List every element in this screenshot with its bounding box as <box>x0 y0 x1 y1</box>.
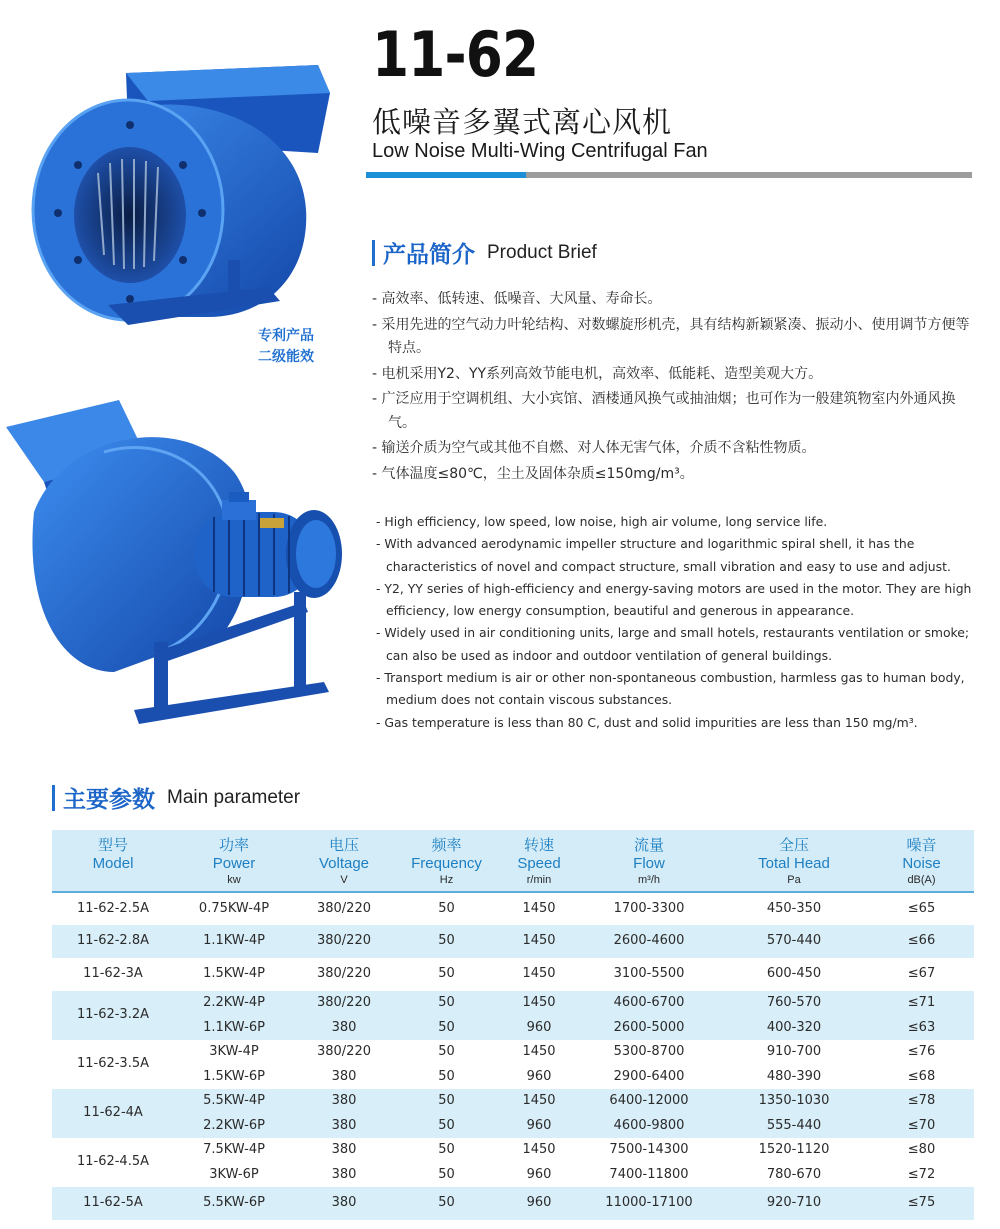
table-cell: 1450 <box>499 991 579 1016</box>
certification-badge: 专利产品 二级能效 <box>258 328 314 365</box>
table-cell: ≤71 <box>869 991 974 1016</box>
table-cell: ≤63 <box>869 1016 974 1041</box>
main-parameter-title-cn: 主要参数 <box>63 787 155 813</box>
table-cell: ≤70 <box>869 1114 974 1139</box>
fan-side-view-image <box>4 392 349 732</box>
table-cell: 400-320 <box>719 1016 869 1041</box>
table-cell: 50 <box>394 958 499 991</box>
model-cell: 11-62-3.5A <box>52 1040 174 1089</box>
list-item: - 高效率、低转速、低噪音、大风量、寿命长。 <box>372 291 662 307</box>
table-cell: 380 <box>294 1187 394 1220</box>
table-cell: 1450 <box>499 1040 579 1065</box>
table-cell: 960 <box>499 1187 579 1220</box>
list-item: - 气体温度≤80℃，尘土及固体杂质≤150mg/m³。 <box>372 465 694 482</box>
table-cell: 4600-6700 <box>579 991 719 1016</box>
table-cell: 50 <box>394 1089 499 1114</box>
table-cell: 7.5KW-4P <box>174 1138 294 1163</box>
model-cell: 11-62-5A <box>52 1187 174 1220</box>
table-cell: 960 <box>499 1114 579 1139</box>
table-cell: 1700-3300 <box>579 892 719 925</box>
column-header: 型号 Model <box>52 830 174 892</box>
model-cell: 11-62-3A <box>52 958 174 991</box>
list-item: - Widely used in air conditioning units, large and small hotels, restaurants ventilation or smoke; can also be used as indoor and outdoor ventilation of general buildings. <box>376 625 970 663</box>
table-cell: 380 <box>294 1016 394 1041</box>
model-title: 11-62 <box>372 18 539 91</box>
table-cell: 1350-1030 <box>719 1089 869 1114</box>
table-row <box>52 991 974 1016</box>
main-parameter-title-en: Main parameter <box>167 786 301 808</box>
table-cell: 5.5KW-6P <box>174 1187 294 1220</box>
table-cell: 50 <box>394 1138 499 1163</box>
table-cell: ≤66 <box>869 925 974 958</box>
table-cell: 1450 <box>499 1089 579 1114</box>
table-cell: 2900-6400 <box>579 1065 719 1090</box>
product-brief-header <box>372 236 597 269</box>
table-row <box>52 1065 974 1090</box>
table-cell: 380 <box>294 1114 394 1139</box>
table-cell: 1.1KW-4P <box>174 925 294 958</box>
table-cell: 760-570 <box>719 991 869 1016</box>
table-cell: 450-350 <box>719 892 869 925</box>
table-cell: 0.75KW-4P <box>174 892 294 925</box>
table-cell: 11000-17100 <box>579 1187 719 1220</box>
table-cell: 5300-8700 <box>579 1040 719 1065</box>
table-cell: 910-700 <box>719 1040 869 1065</box>
list-item: - Transport medium is air or other non-spontaneous combustion, harmless gas to human body, medium does not contain viscous substances. <box>376 670 965 708</box>
table-cell: 960 <box>499 1016 579 1041</box>
table-cell: 380 <box>294 1089 394 1114</box>
product-title-cn: 低噪音多翼式离心风机 <box>372 105 673 139</box>
table-row <box>52 1138 974 1163</box>
section-marker <box>52 785 55 811</box>
main-parameter-header <box>52 781 300 814</box>
table-cell: 2.2KW-4P <box>174 991 294 1016</box>
list-item: - 采用先进的空气动力叶轮结构、对数螺旋形机壳，具有结构新颖紧凑、振动小、使用调节方便等特点。 <box>372 316 970 356</box>
table-cell: 380 <box>294 1163 394 1188</box>
table-row <box>52 1016 974 1041</box>
table-cell: 50 <box>394 1163 499 1188</box>
table-cell: 50 <box>394 991 499 1016</box>
column-header: 全压 Total Head Pa <box>719 830 869 892</box>
list-item: - 输送介质为空气或其他不自燃、对人体无害气体，介质不含粘性物质。 <box>372 440 816 456</box>
table-cell: 960 <box>499 1163 579 1188</box>
table-cell: ≤80 <box>869 1138 974 1163</box>
table-cell: 1.1KW-6P <box>174 1016 294 1041</box>
table-cell: 1450 <box>499 892 579 925</box>
table-body <box>52 892 974 1220</box>
table-cell: 5.5KW-4P <box>174 1089 294 1114</box>
table-cell: 1.5KW-6P <box>174 1065 294 1090</box>
table-header <box>52 830 974 892</box>
table-cell: 50 <box>394 1187 499 1220</box>
table-cell: ≤65 <box>869 892 974 925</box>
table-cell: ≤78 <box>869 1089 974 1114</box>
product-title-en: Low Noise Multi-Wing Centrifugal Fan <box>372 140 708 162</box>
column-header: 功率 Power kw <box>174 830 294 892</box>
table-row <box>52 1114 974 1139</box>
table-cell: 3100-5500 <box>579 958 719 991</box>
table-cell: 50 <box>394 1016 499 1041</box>
table-row <box>52 1089 974 1114</box>
table-cell: 6400-12000 <box>579 1089 719 1114</box>
table-cell: ≤75 <box>869 1187 974 1220</box>
table-cell: 960 <box>499 1065 579 1090</box>
table-cell: ≤67 <box>869 958 974 991</box>
table-cell: 1.5KW-4P <box>174 958 294 991</box>
list-item: - With advanced aerodynamic impeller structure and logarithmic spiral shell, it has the characteristics of novel and compact structure, small vibration and easy to use and adjust. <box>376 536 951 574</box>
table-cell: 7400-11800 <box>579 1163 719 1188</box>
table-cell: ≤72 <box>869 1163 974 1188</box>
table-cell: 380/220 <box>294 1040 394 1065</box>
column-header: 转速 Speed r/min <box>499 830 579 892</box>
table-cell: 50 <box>394 925 499 958</box>
table-cell: 7500-14300 <box>579 1138 719 1163</box>
table-row <box>52 958 974 991</box>
section-marker <box>372 240 375 266</box>
table-row <box>52 892 974 925</box>
title-underline <box>366 172 972 178</box>
model-cell: 11-62-4.5A <box>52 1138 174 1187</box>
table-cell: 1520-1120 <box>719 1138 869 1163</box>
table-row <box>52 1163 974 1188</box>
product-brief-title-en: Product Brief <box>487 241 597 263</box>
table-cell: ≤76 <box>869 1040 974 1065</box>
table-cell: 4600-9800 <box>579 1114 719 1139</box>
table-cell: 380 <box>294 1065 394 1090</box>
table-cell: 570-440 <box>719 925 869 958</box>
list-item: - 广泛应用于空调机组、大小宾馆、酒楼通风换气或抽油烟；也可作为一般建筑物室内外通风换气。 <box>372 391 956 431</box>
column-header: 噪音 Noise dB(A) <box>869 830 974 892</box>
model-cell: 11-62-2.8A <box>52 925 174 958</box>
table-row <box>52 925 974 958</box>
table-cell: 2.2KW-6P <box>174 1114 294 1139</box>
table-cell: 380/220 <box>294 925 394 958</box>
feature-list-en <box>376 511 986 734</box>
table-cell: 50 <box>394 1040 499 1065</box>
table-cell: 480-390 <box>719 1065 869 1090</box>
list-item: - Y2, YY series of high-efficiency and energy-saving motors are used in the motor. They are high efficiency, low energy consumption, beautiful and generous in appearance. <box>376 580 972 619</box>
table-cell: 2600-4600 <box>579 925 719 958</box>
table-cell: 555-440 <box>719 1114 869 1139</box>
list-item: - 电机采用Y2、YY系列高效节能电机，高效率、低能耗、造型美观大方。 <box>372 365 823 382</box>
parameter-table <box>52 830 974 1220</box>
table-cell: 1450 <box>499 1138 579 1163</box>
column-header: 频率 Frequency Hz <box>394 830 499 892</box>
fan-front-view-image <box>18 55 338 345</box>
table-cell: 50 <box>394 1114 499 1139</box>
table-cell: 1450 <box>499 958 579 991</box>
table-row <box>52 1040 974 1065</box>
table-cell: 50 <box>394 892 499 925</box>
column-header: 流量 Flow m³/h <box>579 830 719 892</box>
model-cell: 11-62-2.5A <box>52 892 174 925</box>
feature-list-cn <box>372 288 972 488</box>
table-cell: 780-670 <box>719 1163 869 1188</box>
table-cell: 1450 <box>499 925 579 958</box>
table-cell: 50 <box>394 1065 499 1090</box>
model-cell: 11-62-4A <box>52 1089 174 1138</box>
table-row <box>52 1187 974 1220</box>
table-cell: 380 <box>294 1138 394 1163</box>
table-cell: 380/220 <box>294 958 394 991</box>
column-header: 电压 Voltage V <box>294 830 394 892</box>
table-cell: 3KW-4P <box>174 1040 294 1065</box>
table-cell: 380/220 <box>294 892 394 925</box>
table-cell: ≤68 <box>869 1065 974 1090</box>
table-cell: 2600-5000 <box>579 1016 719 1041</box>
table-cell: 600-450 <box>719 958 869 991</box>
model-cell: 11-62-3.2A <box>52 991 174 1040</box>
list-item: - Gas temperature is less than 80 C, dust and solid impurities are less than 150 mg/m³. <box>376 714 918 730</box>
table-cell: 920-710 <box>719 1187 869 1220</box>
list-item: - High efficiency, low speed, low noise, high air volume, long service life. <box>376 514 828 529</box>
table-cell: 3KW-6P <box>174 1163 294 1188</box>
product-brief-title-cn: 产品简介 <box>383 242 475 268</box>
table-cell: 380/220 <box>294 991 394 1016</box>
